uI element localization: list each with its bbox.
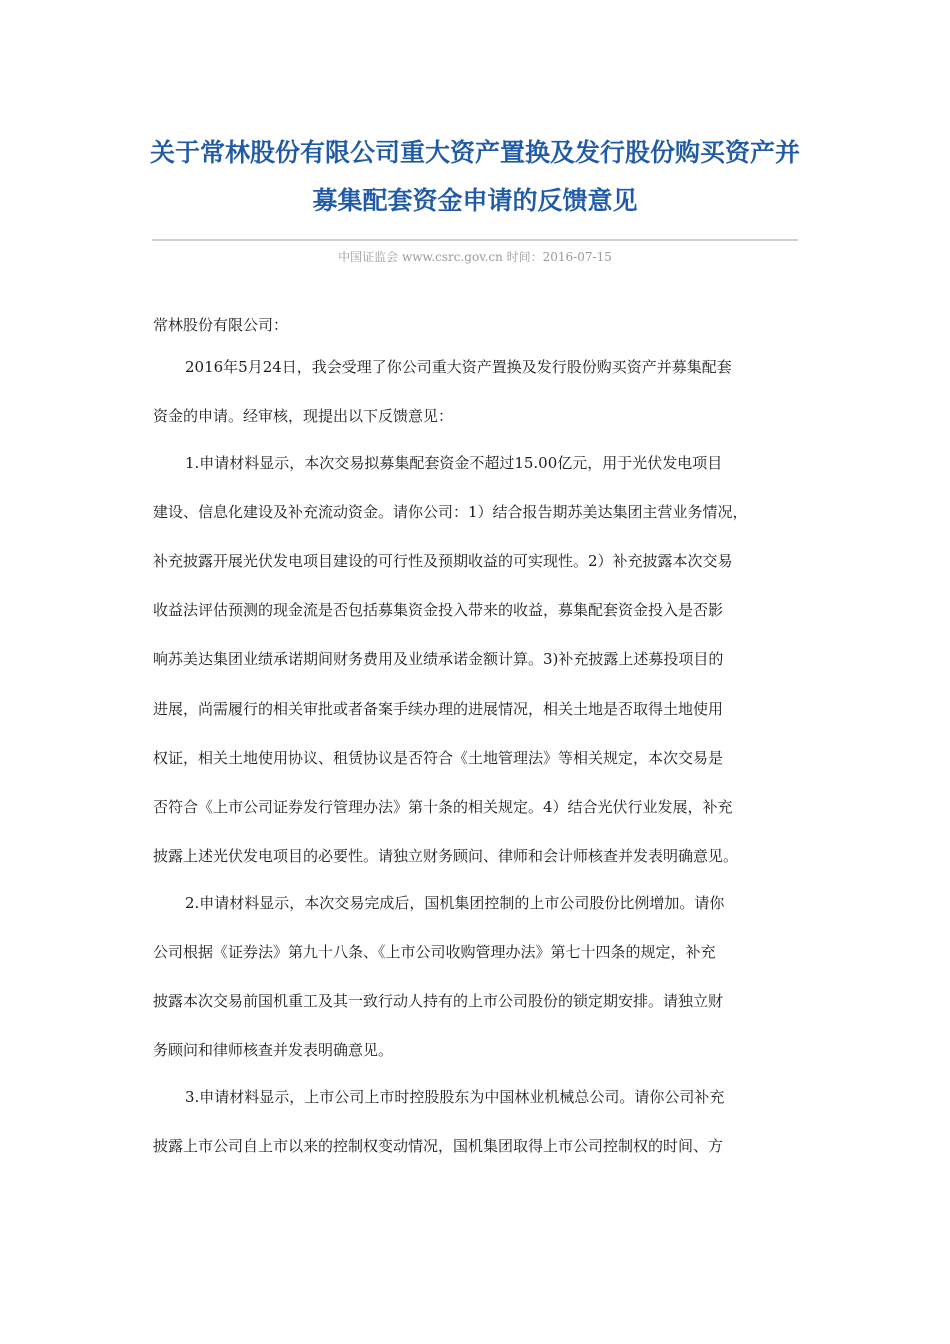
paragraph-line: 进展，尚需履行的相关审批或者备案手续办理的进展情况，相关土地是否取得土地使用 xyxy=(153,700,724,718)
paragraph-line: 3.申请材料显示，上市公司上市时控股股东为中国林业机械总公司。请你公司补充 xyxy=(185,1088,725,1106)
paragraph-line: 响苏美达集团业绩承诺期间财务费用及业绩承诺金额计算。3)补充披露上述募投项目的 xyxy=(153,650,724,668)
document-title-line-1: 关于常林股份有限公司重大资产置换及发行股份购买资产并 xyxy=(149,138,800,167)
paragraph-line: 披露本次交易前国机重工及其一致行动人持有的上市公司股份的锁定期安排。请独立财 xyxy=(153,992,724,1010)
title-divider xyxy=(152,239,798,241)
paragraph-line: 披露上市公司自上市以来的控制权变动情况，国机集团取得上市公司控制权的时间、方 xyxy=(153,1137,724,1155)
paragraph-line: 建设、信息化建设及补充流动资金。请你公司：1）结合报告期苏美达集团主营业务情况， xyxy=(153,503,748,521)
paragraph-line: 披露上述光伏发电项目的必要性。请独立财务顾问、律师和会计师核查并发表明确意见。 xyxy=(153,847,739,865)
paragraph-line: 资金的申请。经审核，现提出以下反馈意见： xyxy=(153,407,454,425)
paragraph-line: 权证，相关土地使用协议、租赁协议是否符合《土地管理法》等相关规定，本次交易是 xyxy=(153,749,724,767)
source-and-date: 中国证监会 www.csrc.gov.cn 时间：2016-07-15 xyxy=(338,250,612,264)
paragraph-line: 收益法评估预测的现金流是否包括募集资金投入带来的收益，募集配套资金投入是否影 xyxy=(153,601,724,619)
salutation: 常林股份有限公司： xyxy=(153,316,289,334)
paragraph-line: 2.申请材料显示，本次交易完成后，国机集团控制的上市公司股份比例增加。请你 xyxy=(185,894,725,912)
document-title-line-2: 募集配套资金申请的反馈意见 xyxy=(312,186,638,215)
paragraph-line: 补充披露开展光伏发电项目建设的可行性及预期收益的可实现性。2）补充披露本次交易 xyxy=(153,552,733,570)
paragraph-line: 2016年5月24日，我会受理了你公司重大资产置换及发行股份购买资产并募集配套 xyxy=(185,358,732,376)
paragraph-line: 1.申请材料显示，本次交易拟募集配套资金不超过15.00亿元，用于光伏发电项目 xyxy=(185,454,723,472)
paragraph-line: 公司根据《证券法》第九十八条、《上市公司收购管理办法》第七十四条的规定，补充 xyxy=(153,943,716,961)
paragraph-line: 否符合《上市公司证券发行管理办法》第十条的相关规定。4）结合光伏行业发展，补充 xyxy=(153,798,733,816)
paragraph-line: 务顾问和律师核查并发表明确意见。 xyxy=(153,1041,394,1059)
